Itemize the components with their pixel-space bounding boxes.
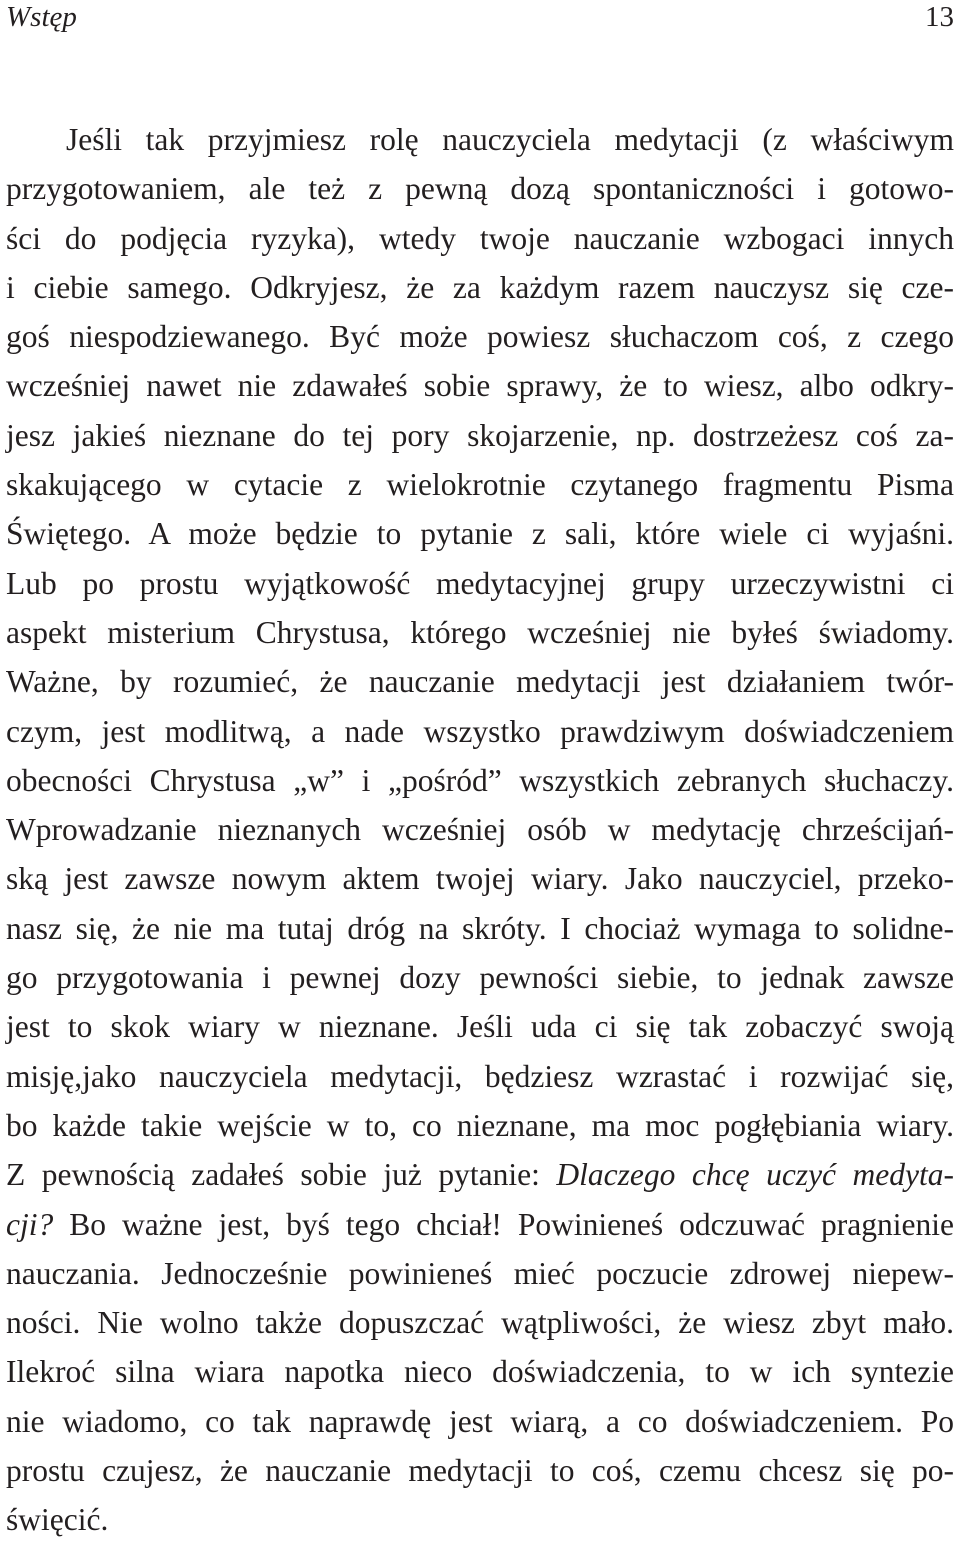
text-line: przygotowaniem, ale też z pewną dozą spontaniczności i gotowo- — [6, 171, 954, 207]
italic-question: Dlaczego chcę uczyć medyta- — [556, 1157, 954, 1193]
page-number: 13 — [925, 1, 954, 33]
text-line: obecności Chrystusa „w” i „pośród” wszystkich zebranych słuchaczy. — [6, 762, 954, 798]
text-line: nauczania. Jednocześnie powinieneś mieć poczucie zdrowej niepew- — [6, 1255, 954, 1291]
text-line: Ważne, by rozumieć, że nauczanie medytacji jest działaniem twór- — [6, 664, 954, 700]
text-line: ści do podjęcia ryzyka), wtedy twoje nauczanie wzbogaci innych — [6, 220, 954, 256]
text-line: prostu czujesz, że nauczanie medytacji to coś, czemu chcesz się po- — [6, 1453, 954, 1489]
text-line-mixed — [6, 1150, 954, 1199]
text-run: Z pewnością zadałeś sobie już pytanie: — [6, 1157, 557, 1193]
text-line: jest to skok wiary w nieznane. Jeśli uda ci się tak zobaczyć swoją — [6, 1009, 954, 1045]
text-line: misję,jako nauczyciela medytacji, będziesz wzrastać i rozwijać się, — [6, 1058, 954, 1094]
text-line: nie wiadomo, co tak naprawdę jest wiarą, a co doświadczeniem. Po — [6, 1403, 954, 1439]
text-line: wcześniej nawet nie zdawałeś sobie sprawy, że to wiesz, albo odkry- — [6, 368, 954, 404]
text-line: Jeśli tak przyjmiesz rolę nauczyciela medytacji (z właściwym — [66, 122, 954, 157]
italic-question-end: cji? — [6, 1206, 54, 1242]
text-line: bo każde takie wejście w to, co nieznane, ma moc pogłębiania wiary. — [6, 1107, 954, 1143]
text-line: święcić. — [6, 1502, 109, 1538]
text-line: ską jest zawsze nowym aktem twojej wiary. Jako nauczyciel, przeko- — [6, 861, 954, 897]
text-line: Świętego. A może będzie to pytanie z sali, które wiele ci wyjaśni. — [6, 516, 954, 552]
text-line: czym, jest modlitwą, a nade wszystko prawdziwym doświadczeniem — [6, 713, 954, 749]
text-line: Wprowadzanie nieznanych wcześniej osób w medytację chrześcijań- — [6, 812, 954, 848]
section-title: Wstęp — [6, 1, 77, 33]
running-head — [6, 0, 954, 40]
text-line: go przygotowania i pewnej dozy pewności siebie, to jednak zawsze — [6, 960, 954, 996]
text-line: i ciebie samego. Odkryjesz, że za każdym razem nauczysz się cze- — [6, 269, 954, 305]
text-line: nasz się, że nie ma tutaj dróg na skróty. I chociaż wymaga to solidne- — [6, 910, 954, 946]
text-line: jesz jakieś nieznane do tej pory skojarzenie, np. dostrzeżesz coś za- — [6, 417, 954, 453]
body-text — [6, 115, 954, 1545]
text-line: aspekt misterium Chrystusa, którego wcześniej nie byłeś świadomy. — [6, 614, 954, 650]
text-line: skakującego w cytacie z wielokrotnie czytanego fragmentu Pisma — [6, 467, 954, 503]
text-line-mixed — [6, 1200, 954, 1249]
text-run: Bo ważne jest, byś tego chciał! Powinieneś odczuwać pragnienie — [53, 1206, 954, 1242]
text-line: ności. Nie wolno także dopuszczać wątpliwości, że wiesz zbyt mało. — [6, 1305, 954, 1341]
text-line: Lub po prostu wyjątkowość medytacyjnej grupy urzeczywistni ci — [6, 565, 954, 601]
text-line: Ilekroć silna wiara napotka nieco doświadczenia, to w ich syntezie — [6, 1354, 954, 1390]
text-line: goś niespodziewanego. Być może powiesz słuchaczom coś, z czego — [6, 319, 954, 355]
